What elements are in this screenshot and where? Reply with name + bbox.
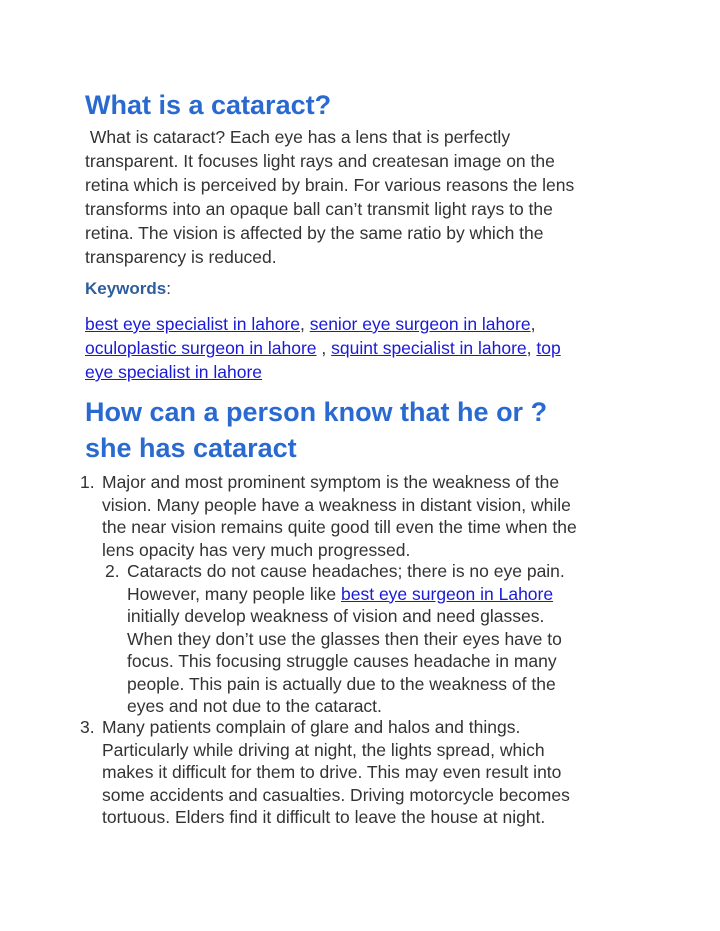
list-line: initially develop weakness of vision and need glasses. xyxy=(127,606,545,626)
intro-line: retina. The vision is affected by the same ratio by which the xyxy=(85,223,544,243)
link-top-eye-specialist-part2[interactable]: eye specialist in lahore xyxy=(85,362,263,382)
keyword-separator: , xyxy=(316,338,332,358)
link-best-eye-surgeon[interactable]: best eye surgeon in Lahore xyxy=(341,583,554,604)
list-line: Cataracts do not cause headaches; there is no eye pain. xyxy=(127,561,565,581)
intro-line: What is cataract? Each eye has a lens that is perfectly xyxy=(85,127,511,147)
intro-line: transparency is reduced. xyxy=(85,247,277,267)
intro-line: retina which is perceived by brain. For various reasons the lens xyxy=(85,175,575,195)
keywords-colon: : xyxy=(166,279,171,298)
link-best-eye-specialist[interactable]: best eye specialist in lahore xyxy=(85,314,300,334)
list-line: Major and most prominent symptom is the weakness of the xyxy=(102,472,560,492)
keyword-separator: , xyxy=(526,338,537,358)
list-number: 3. xyxy=(80,717,95,737)
list-line: Many patients complain of glare and halos and things. xyxy=(102,717,521,737)
list-line: people. This pain is actually due to the weakness of the xyxy=(127,673,556,694)
list-line: tortuous. Elders find it difficult to leave the house at night. xyxy=(102,807,546,827)
list-line: vision. Many people have a weakness in distant vision, while xyxy=(102,494,571,515)
list-line: the near vision remains quite good till even the time when the xyxy=(102,517,577,537)
list-number: 1. xyxy=(80,472,95,492)
keywords-links xyxy=(85,312,645,384)
list-item-1 xyxy=(80,471,577,561)
intro-line: transforms into an opaque ball can’t transmit light rays to the xyxy=(85,199,553,219)
list-line: Particularly while driving at night, the lights spread, which xyxy=(102,739,545,760)
list-line: makes it difficult for them to drive. This may even result into xyxy=(102,762,562,782)
heading-what-is-cataract: What is a cataract? xyxy=(85,90,332,120)
keyword-separator: , xyxy=(299,314,310,334)
list-line: some accidents and casualties. Driving motorcycle becomes xyxy=(102,784,570,805)
list-line: When they don’t use the glasses then their eyes have to xyxy=(127,628,562,649)
list-line xyxy=(127,583,565,606)
heading-how-to-know-cataract xyxy=(85,394,547,466)
link-oculoplastic-surgeon[interactable]: oculoplastic surgeon in lahore xyxy=(85,338,317,358)
keywords-label-text: Keywords xyxy=(85,279,167,298)
keyword-separator: , xyxy=(530,314,536,334)
keywords-line xyxy=(85,312,645,336)
list-line: lens opacity has very much progressed. xyxy=(102,539,411,560)
list-text: However, many people like xyxy=(127,583,341,604)
list-line: focus. This focusing struggle causes headache in many xyxy=(127,651,557,671)
keywords-label xyxy=(85,278,171,300)
link-senior-eye-surgeon[interactable]: senior eye surgeon in lahore xyxy=(309,314,531,334)
keywords-line xyxy=(85,336,645,360)
keywords-line xyxy=(85,360,645,384)
list-item-2 xyxy=(105,560,565,718)
list-item-3 xyxy=(80,716,570,829)
intro-paragraph xyxy=(85,125,645,269)
list-number: 2. xyxy=(105,561,120,581)
link-squint-specialist[interactable]: squint specialist in lahore xyxy=(331,338,527,358)
intro-line: transparent. It focuses light rays and createsan image on the xyxy=(85,151,555,171)
link-top-eye-specialist-part1[interactable]: top xyxy=(536,338,561,358)
list-line: eyes and not due to the cataract. xyxy=(127,696,382,716)
heading2-line: How can a person know that he or ? xyxy=(85,397,548,427)
heading2-line: she has cataract xyxy=(85,433,297,463)
